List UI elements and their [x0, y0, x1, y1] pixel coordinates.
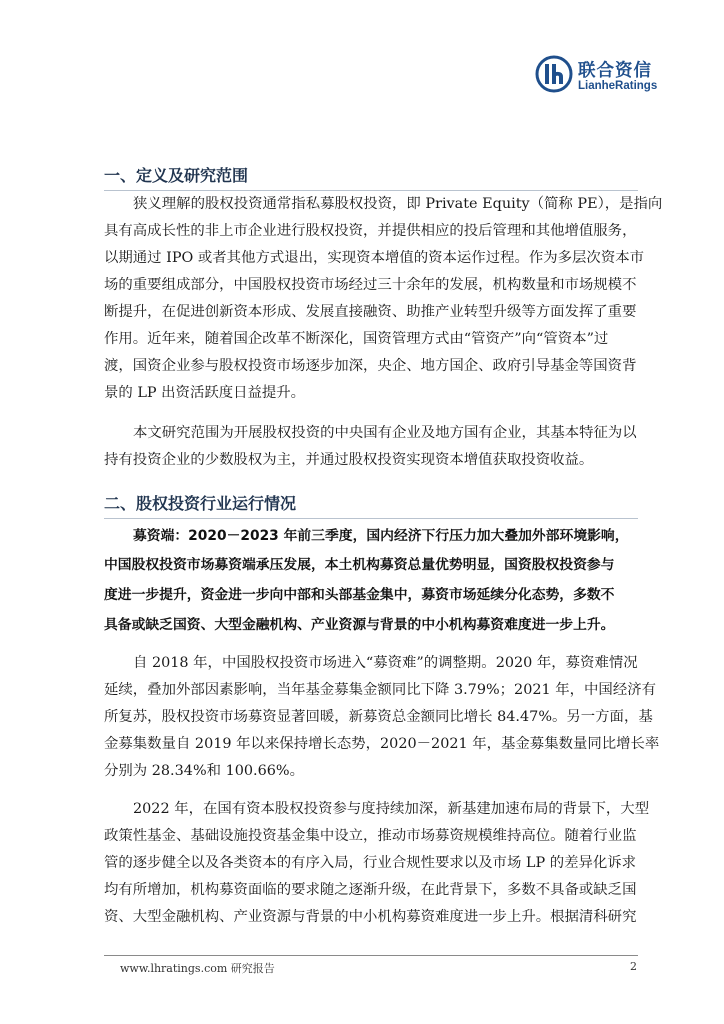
paragraph-line: 断提升，在促进创新资本形成、发展直接融资、助推产业转型升级等方面发挥了重要 — [104, 304, 637, 320]
section-title-definition: 一、定义及研究范围 — [104, 166, 249, 185]
paragraph-line: 2022 年，在国有资本股权投资参与度持续加深，新基建加速布局的背景下，大型 — [133, 801, 650, 817]
logo-english-text: LianheRatings — [578, 80, 658, 92]
paragraph-line: 具有高成长性的非上市企业进行股权投资，并提供相应的投后管理和其他增值服务， — [104, 223, 637, 239]
paragraph-line: 金募集数量自 2019 年以来保持增长态势，2020－2021 年，基金募集数量同比增长率 — [104, 736, 660, 752]
paragraph-line: 资、大型金融机构、产业资源与背景的中小机构募资难度进一步上升。根据清科研究 — [104, 909, 637, 925]
paragraph-line: 管的逐步健全以及各类资本的有序入局，行业合规性要求以及市场 LP 的差异化诉求 — [104, 855, 637, 871]
company-logo — [535, 55, 665, 97]
paragraph-line: 所复苏，股权投资市场募资显著回暖，新募资总金额同比增长 84.47%。另一方面，基 — [104, 709, 653, 725]
paragraph-line: 场的重要组成部分，中国股权投资市场经过三十余年的发展，机构数量和市场规模不 — [104, 277, 637, 293]
summary-line: 度进一步提升，资金进一步向中部和头部基金集中，募资市场延续分化态势，多数不 — [104, 587, 615, 603]
paragraph-line: 均有所增加，机构募资面临的要求随之逐渐升级，在此背景下，多数不具备或缺乏国 — [104, 882, 637, 898]
paragraph-line: 狭义理解的股权投资通常指私募股权投资，即 Private Equity（简称 PE），是指向 — [133, 196, 663, 212]
section-divider — [104, 190, 638, 191]
logo-chinese-text: 联合资信 — [578, 61, 652, 81]
footer-divider — [104, 955, 638, 956]
paragraph-line: 渡，国资企业参与股权投资市场逐步加深，央企、地方国企、政府引导基金等国资背 — [104, 358, 637, 374]
paragraph-line: 本文研究范围为开展股权投资的中央国有企业及地方国有企业，其基本特征为以 — [133, 425, 637, 441]
paragraph-line: 分别为 28.34%和 100.66%。 — [104, 763, 305, 779]
paragraph-line: 政策性基金、基础设施投资基金集中设立，推动市场募资规模维持高位。随着行业监 — [104, 828, 637, 844]
section-divider — [104, 518, 638, 519]
paragraph-line: 以期通过 IPO 或者其他方式退出，实现资本增值的资本运作过程。作为多层次资本市 — [104, 250, 644, 266]
summary-line: 具备或缺乏国资、大型金融机构、产业资源与背景的中小机构募资难度进一步上升。 — [104, 617, 615, 633]
summary-line: 中国股权投资市场募资端承压发展，本土机构募资总量优势明显，国资股权投资参与 — [104, 557, 615, 573]
paragraph-line: 自 2018 年，中国股权投资市场进入“募资难”的调整期。2020 年，募资难情况 — [133, 655, 638, 671]
page-number: 2 — [630, 960, 637, 973]
section-title-industry: 二、股权投资行业运行情况 — [104, 494, 297, 513]
paragraph-line: 作用。近年来，随着国企改革不断深化，国资管理方式由“管资产”向“管资本”过 — [104, 331, 609, 347]
footer-site-label: www.lhratings.com 研究报告 — [120, 962, 275, 975]
logo-mark-icon — [535, 55, 573, 93]
paragraph-line: 延续，叠加外部因素影响，当年基金募集金额同比下降 3.79%；2021 年，中国经济有 — [104, 682, 656, 698]
paragraph-line: 景的 LP 出资活跃度日益提升。 — [104, 385, 306, 401]
paragraph-line: 持有投资企业的少数股权为主，并通过股权投资实现资本增值获取投资收益。 — [104, 452, 594, 468]
summary-line: 募资端：2020－2023 年前三季度，国内经济下行压力加大叠加外部环境影响， — [133, 528, 629, 544]
